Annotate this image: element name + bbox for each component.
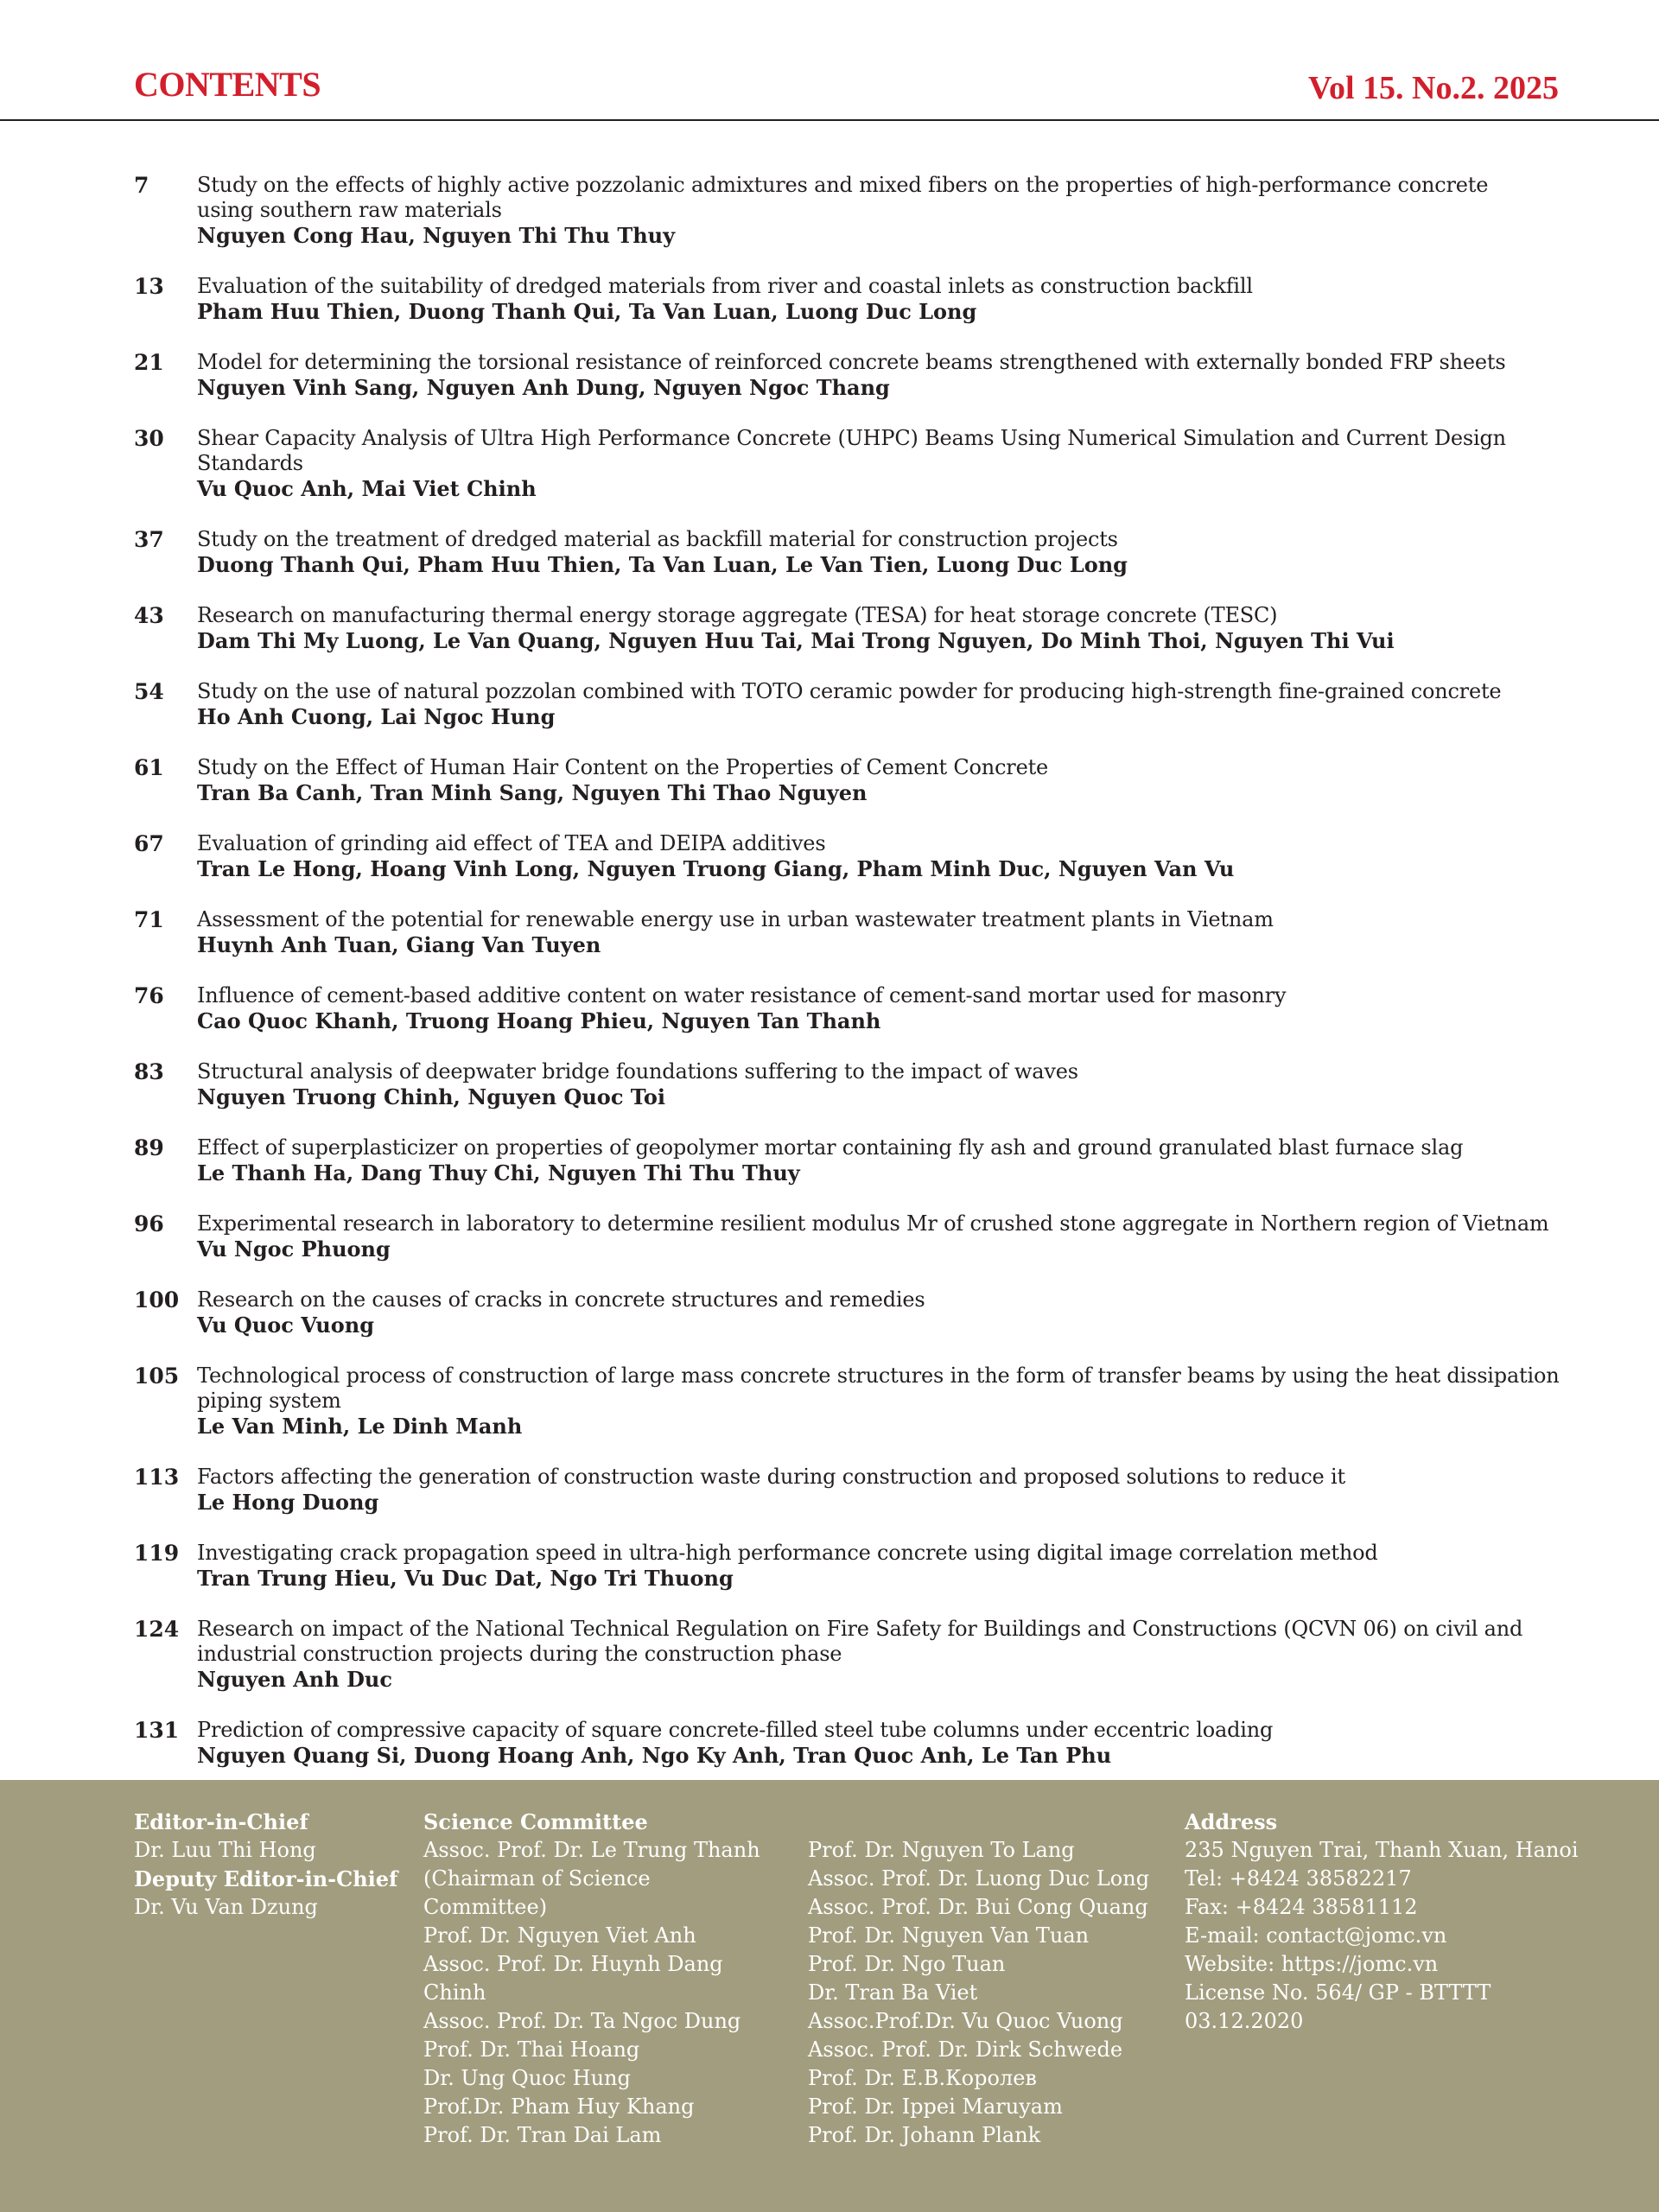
toc-entry: [134, 1541, 1568, 1591]
toc-article-authors: Nguyen Vinh Sang, Nguyen Anh Dung, Nguyen Ngoc Thang: [197, 375, 890, 400]
committee-member: Committee): [423, 1895, 548, 1919]
toc-entry: [134, 679, 1568, 729]
address-line: Fax: +8424 38581112: [1185, 1895, 1418, 1919]
committee-member: Assoc. Prof. Dr. Dirk Schwede: [808, 2037, 1123, 2062]
toc-page-number: 105: [134, 1363, 180, 1389]
toc-article-authors: Vu Quoc Anh, Mai Viet Chinh: [197, 476, 537, 501]
toc-article-title: piping system: [197, 1389, 341, 1413]
toc-article-title: Structural analysis of deepwater bridge foundations suffering to the impact of waves: [197, 1059, 1078, 1084]
toc-page-number: 89: [134, 1135, 164, 1160]
committee-member: Assoc. Prof. Dr. Le Trung Thanh: [423, 1838, 760, 1862]
toc-page-number: 119: [134, 1541, 180, 1566]
science-committee-label: Science Committee: [423, 1809, 648, 1834]
toc-article-title: Research on impact of the National Technical Regulation on Fire Safety for Buildings and Constructions (QCVN 06) on civil and: [197, 1617, 1523, 1641]
toc-article-authors: Duong Thanh Qui, Pham Huu Thien, Ta Van Luan, Le Van Tien, Luong Duc Long: [197, 552, 1128, 577]
committee-member: Prof.Dr. Pham Huy Khang: [423, 2094, 695, 2119]
toc-article-authors: Tran Ba Canh, Tran Minh Sang, Nguyen Thi Thao Nguyen: [197, 780, 868, 805]
address-line: Website: https://jomc.vn: [1185, 1952, 1439, 1976]
toc-article-title: Prediction of compressive capacity of square concrete-filled steel tube columns under eccentric loading: [197, 1718, 1274, 1742]
toc-article-title: Effect of superplasticizer on properties of geopolymer mortar containing fly ash and ground granulated blast furnace slag: [197, 1135, 1464, 1160]
toc-page-number: 113: [134, 1465, 180, 1490]
toc-article-authors: Vu Ngoc Phuong: [197, 1236, 391, 1262]
toc-article-title: Study on the Effect of Human Hair Content on the Properties of Cement Concrete: [197, 755, 1049, 779]
toc-entry: [134, 1287, 1568, 1338]
toc-article-title: Experimental research in laboratory to determine resilient modulus Mr of crushed stone aggregate in Northern region of Vietnam: [197, 1211, 1549, 1236]
deputy-editor-label: Deputy Editor-in-Chief: [134, 1866, 398, 1891]
toc-entry: [134, 1059, 1568, 1109]
toc-page-number: 76: [134, 983, 164, 1008]
committee-member: (Chairman of Science: [423, 1866, 651, 1891]
committee-member: Assoc. Prof. Dr. Huynh Dang: [423, 1952, 723, 1976]
committee-member: Dr. Tran Ba Viet: [808, 1980, 978, 2005]
toc-page-number: 37: [134, 527, 164, 552]
address-line: License No. 564/ GP - BTTTT: [1185, 1980, 1491, 2005]
editor-in-chief-label: Editor-in-Chief: [134, 1809, 308, 1834]
toc-entry: [134, 1211, 1568, 1262]
committee-member: Dr. Ung Quoc Hung: [423, 2066, 631, 2090]
toc-entry: [134, 831, 1568, 881]
toc-article-authors: Dam Thi My Luong, Le Van Quang, Nguyen Huu Tai, Mai Trong Nguyen, Do Minh Thoi, Nguyen Thi Vui: [197, 628, 1395, 653]
address-line: E-mail: contact@jomc.vn: [1185, 1923, 1447, 1948]
committee-member: Prof. Dr. Nguyen Van Tuan: [808, 1923, 1090, 1948]
toc-page-number: 83: [134, 1059, 164, 1084]
toc-article-title: Evaluation of grinding aid effect of TEA and DEIPA additives: [197, 831, 826, 855]
toc-article-title: Research on manufacturing thermal energy storage aggregate (TESA) for heat storage concrete (TESC): [197, 603, 1278, 627]
toc-article-authors: Nguyen Truong Chinh, Nguyen Quoc Toi: [197, 1084, 666, 1109]
committee-member: Assoc. Prof. Dr. Ta Ngoc Dung: [423, 2009, 741, 2033]
committee-member: Assoc. Prof. Dr. Luong Duc Long: [808, 1866, 1150, 1891]
committee-member: Assoc. Prof. Dr. Bui Cong Quang: [808, 1895, 1148, 1919]
toc-entry: [134, 527, 1568, 577]
toc-article-title: Factors affecting the generation of construction waste during construction and proposed solutions to reduce it: [197, 1465, 1345, 1489]
masthead-footer: [0, 1780, 1659, 2212]
toc-entry: [134, 173, 1568, 248]
toc-article-authors: Tran Le Hong, Hoang Vinh Long, Nguyen Truong Giang, Pham Minh Duc, Nguyen Van Vu: [197, 856, 1235, 881]
toc-article-title: Investigating crack propagation speed in ultra-high performance concrete using digital image correlation method: [197, 1541, 1378, 1565]
toc-article-title: Research on the causes of cracks in concrete structures and remedies: [197, 1287, 925, 1312]
toc-page-number: 67: [134, 831, 164, 856]
toc-page-number: 30: [134, 426, 164, 451]
committee-member: Prof. Dr. Ippei Maruyam: [808, 2094, 1063, 2119]
toc-page-number: 100: [134, 1287, 180, 1313]
toc-entry: [134, 907, 1568, 957]
toc-entry: [134, 1617, 1568, 1692]
contents-heading: CONTENTS: [134, 65, 321, 104]
address-line: Tel: +8424 38582217: [1185, 1866, 1412, 1891]
toc-page-number: 124: [134, 1617, 180, 1642]
toc-page-number: 96: [134, 1211, 164, 1236]
toc-article-authors: Tran Trung Hieu, Vu Duc Dat, Ngo Tri Thuong: [197, 1566, 734, 1591]
toc-article-title: Assessment of the potential for renewable energy use in urban wastewater treatment plants in Vietnam: [197, 907, 1274, 931]
toc-article-title: Model for determining the torsional resistance of reinforced concrete beams strengthened with externally bonded FRP sheets: [197, 350, 1506, 374]
toc-page-number: 43: [134, 603, 164, 628]
toc-article-authors: Ho Anh Cuong, Lai Ngoc Hung: [197, 704, 556, 729]
committee-member: Prof. Dr. Е.В.Королев: [808, 2066, 1037, 2090]
toc-article-title: Study on the use of natural pozzolan combined with TOTO ceramic powder for producing high-strength fine-grained concrete: [197, 679, 1502, 703]
committee-member: Prof. Dr. Johann Plank: [808, 2123, 1041, 2147]
toc-entry: [134, 426, 1568, 501]
table-of-contents: [134, 173, 1568, 1794]
address-line: 03.12.2020: [1185, 2009, 1304, 2033]
toc-article-authors: Le Thanh Ha, Dang Thuy Chi, Nguyen Thi Thu Thuy: [197, 1160, 800, 1185]
toc-entry: [134, 755, 1568, 805]
toc-article-authors: Le Hong Duong: [197, 1490, 379, 1515]
toc-article-authors: Huynh Anh Tuan, Giang Van Tuyen: [197, 932, 601, 957]
toc-article-title: Influence of cement-based additive content on water resistance of cement-sand mortar used for masonry: [197, 983, 1287, 1007]
committee-member: Prof. Dr. Ngo Tuan: [808, 1952, 1006, 1976]
toc-article-title: Evaluation of the suitability of dredged materials from river and coastal inlets as construction backfill: [197, 274, 1253, 298]
toc-page-number: 7: [134, 173, 149, 198]
page-header: [0, 0, 1659, 121]
committee-member: Prof. Dr. Nguyen Viet Anh: [423, 1923, 696, 1948]
toc-page-number: 131: [134, 1718, 180, 1743]
volume-issue-label: Vol 15. No.2. 2025: [1308, 70, 1559, 106]
committee-member: Prof. Dr. Tran Dai Lam: [423, 2123, 662, 2147]
toc-article-title: Shear Capacity Analysis of Ultra High Performance Concrete (UHPC) Beams Using Numerical Simulation and Current Design Standards: [197, 426, 1506, 475]
toc-article-authors: Cao Quoc Khanh, Truong Hoang Phieu, Nguyen Tan Thanh: [197, 1008, 881, 1033]
toc-article-title: using southern raw materials: [197, 198, 502, 222]
committee-member: Prof. Dr. Thai Hoang: [423, 2037, 640, 2062]
toc-page-number: 54: [134, 679, 164, 704]
toc-article-authors: Nguyen Cong Hau, Nguyen Thi Thu Thuy: [197, 223, 676, 248]
toc-article-title: Study on the treatment of dredged material as backfill material for construction projects: [197, 527, 1118, 551]
address-label: Address: [1185, 1809, 1278, 1834]
address-line: 235 Nguyen Trai, Thanh Xuan, Hanoi: [1185, 1838, 1579, 1862]
toc-entry: [134, 350, 1568, 400]
toc-article-authors: Nguyen Quang Si, Duong Hoang Anh, Ngo Ky Anh, Tran Quoc Anh, Le Tan Phu: [197, 1743, 1112, 1768]
toc-entry: [134, 1135, 1568, 1185]
toc-entry: [134, 1465, 1568, 1515]
committee-member: Prof. Dr. Nguyen To Lang: [808, 1838, 1075, 1862]
toc-entry: [134, 1363, 1568, 1439]
toc-entry: [134, 983, 1568, 1033]
toc-entry: [134, 274, 1568, 324]
toc-article-authors: Pham Huu Thien, Duong Thanh Qui, Ta Van Luan, Luong Duc Long: [197, 299, 977, 324]
toc-page-number: 21: [134, 350, 164, 375]
toc-article-title: Study on the effects of highly active pozzolanic admixtures and mixed fibers on the properties of high-performance concrete: [197, 173, 1489, 197]
toc-entry: [134, 1718, 1568, 1768]
editors-column: [134, 1808, 397, 1922]
committee-member: Assoc.Prof.Dr. Vu Quoc Vuong: [808, 2009, 1123, 2033]
editor-in-chief-name: Dr. Luu Thi Hong: [134, 1838, 316, 1862]
toc-page-number: 13: [134, 274, 164, 299]
toc-article-authors: Vu Quoc Vuong: [197, 1313, 374, 1338]
toc-article-title: Technological process of construction of large mass concrete structures in the form of transfer beams by using the heat dissipation: [197, 1363, 1560, 1388]
committee-member: Chinh: [423, 1980, 486, 2005]
toc-page-number: 71: [134, 907, 164, 932]
deputy-editor-name: Dr. Vu Van Dzung: [134, 1895, 318, 1919]
toc-article-authors: Le Van Minh, Le Dinh Manh: [197, 1414, 523, 1439]
toc-entry: [134, 603, 1568, 653]
science-committee-column-2: [808, 1836, 1149, 2150]
toc-article-authors: Nguyen Anh Duc: [197, 1667, 392, 1692]
toc-page-number: 61: [134, 755, 164, 780]
science-committee-column-1: [423, 1808, 760, 2150]
toc-article-title: industrial construction projects during the construction phase: [197, 1642, 842, 1666]
address-column: [1185, 1808, 1579, 2036]
